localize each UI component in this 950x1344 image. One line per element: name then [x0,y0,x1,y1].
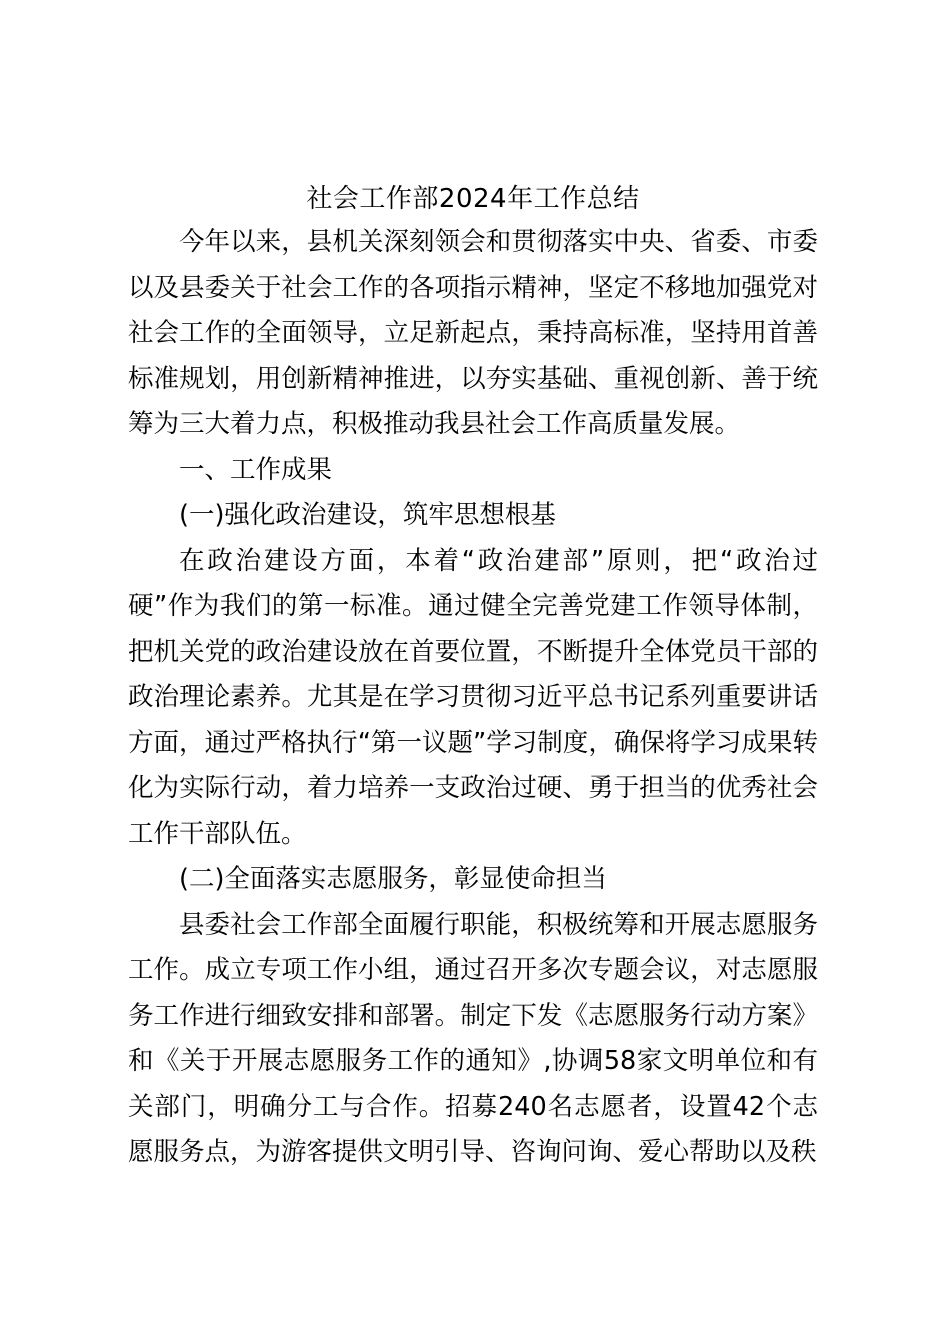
intro-paragraph: 今年以来，县机关深刻领会和贯彻落实中央、省委、市委以及县委关于社会工作的各项指示精神，坚定不移地加强党对社会工作的全面领导，立足新起点，秉持高标准，坚持用首善标准规划，用创新精神推进，以夯实基础、重视创新、善于统筹为三大着力点，积极推动我县社会工作高质量发展。 [128,227,818,439]
document-body [128,178,818,1176]
volunteer-service-paragraph: 县委社会工作部全面履行职能，积极统筹和开展志愿服务工作。成立专项工作小组，通过召开多次专题会议，对志愿服务工作进行细致安排和部署。制定下发《志愿服务行动方案》和《关于开展志愿服务工作的通知》,协调58家文明单位和有关部门，明确分工与合作。招募240名志愿者，设置42个志愿服务点，为游客提供文明引导、咨询问询、爱心帮助以及秩 [128,909,818,1167]
subsection-heading-volunteer-service: (二)全面落实志愿服务，彰显使命担当 [179,864,607,894]
subsection-heading-political-building: (一)强化政治建设，筑牢思想根基 [179,500,556,530]
political-building-paragraph: 在政治建设方面，本着“政治建部”原则，把“政治过硬”作为我们的第一标准。通过健全完善党建工作领导体制，把机关党的政治建设放在首要位置，不断提升全体党员干部的政治理论素养。尤其是在学习贯彻习近平总书记系列重要讲话方面，通过严格执行“第一议题”学习制度，确保将学习成果转化为实际行动，着力培养一支政治过硬、勇于担当的优秀社会工作干部队伍。 [128,545,818,849]
section-heading-work-results: 一、工作成果 [179,454,333,485]
document-title: 社会工作部2024年工作总结 [306,184,640,214]
